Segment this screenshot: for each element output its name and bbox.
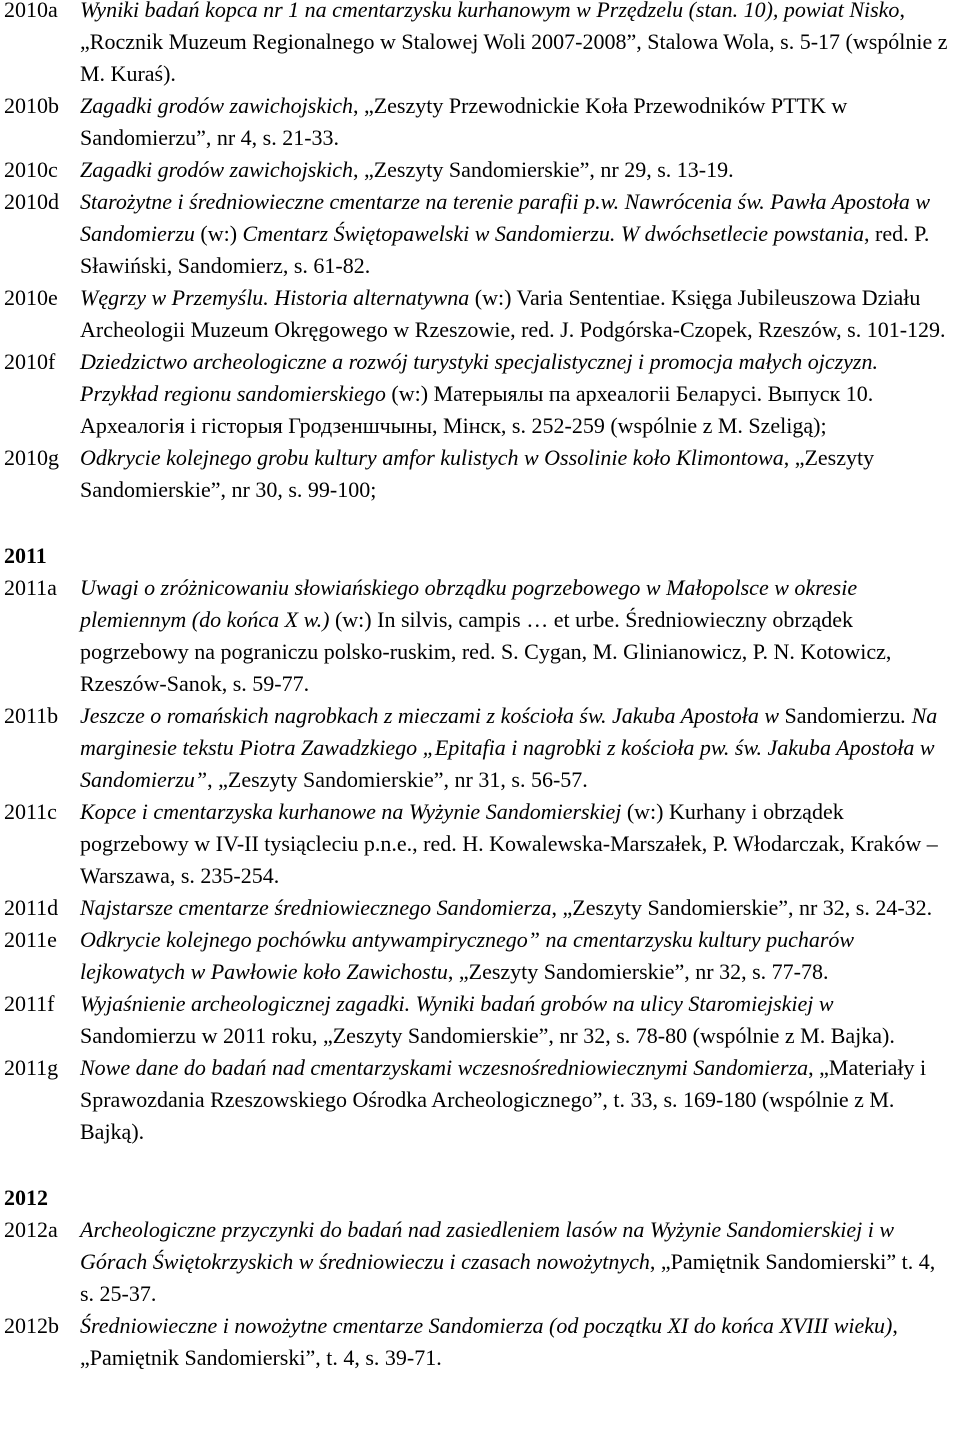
entry-title: Jeszcze o romańskich nagrobkach z mieczami z kościoła św. Jakuba Apostoła w (80, 703, 785, 728)
entry-code: 2010b (4, 93, 59, 118)
entry-citation: Sandomierzu (784, 703, 901, 728)
entry-code: 2012a (4, 1217, 58, 1242)
bibliography-entry (4, 90, 956, 154)
bibliography-entry (4, 154, 956, 186)
entry-title: Archeologiczne przyczynki do badań nad zasiedleniem lasów na Wyżynie Sandomierskiej i w Górach Świętokrzyskich w średniowieczu i czasach nowożytnych (80, 1217, 895, 1274)
entry-text (80, 892, 956, 924)
entry-text (80, 1310, 956, 1374)
entry-title: Cmentarz Świętopawelski w Sandomierzu. W dwóchsetlecie powstania (242, 221, 865, 246)
entry-text (80, 572, 956, 700)
entry-citation: , red. P. Sławiński, Sandomierz, s. 61-82. (80, 221, 930, 278)
entry-title: Węgrzy w Przemyślu. Historia alternatywna (80, 285, 470, 310)
entry-text (80, 346, 956, 442)
entry-title: Uwagi o zróżnicowaniu słowiańskiego obrządku pogrzebowego w Małopolsce w okresie plemiennym (do końca X w.) (80, 575, 858, 632)
entry-title: Kopce i cmentarzyska kurhanowe na Wyżynie Sandomierskiej (80, 799, 622, 824)
entry-text (80, 442, 956, 506)
entry-code: 2012b (4, 1313, 59, 1338)
bibliography-entry (4, 1310, 956, 1374)
entry-text (80, 0, 956, 90)
section-gap (4, 1148, 956, 1182)
entry-title: Odkrycie kolejnego pochówku antywampirycznego” na cmentarzysku kultury pucharów lejkowatych w Pawłowie koło Zawichostu (80, 927, 855, 984)
entry-text (80, 1214, 956, 1310)
entry-code: 2011g (4, 1055, 59, 1080)
section-gap (4, 506, 956, 540)
bibliography-entry (4, 442, 956, 506)
entry-title: Zagadki grodów zawichojskich (80, 93, 353, 118)
entry-text (80, 796, 956, 892)
bibliography-entry (4, 988, 956, 1052)
entry-title: Wyniki badań kopca nr 1 na cmentarzysku kurhanowym w Przędzelu (stan. 10), powiat Nisko (80, 0, 900, 22)
entry-text (80, 186, 956, 282)
entry-citation: , „Zeszyty Przewodnickie Koła Przewodników PTTK w Sandomierzu”, nr 4, s. 21-33. (80, 93, 848, 150)
entry-text (80, 700, 956, 796)
bibliography-entry (4, 892, 956, 924)
entry-text (80, 924, 956, 988)
bibliography-entry (4, 0, 956, 90)
entry-title: . Na marginesie tekstu Piotra Zawadzkiego „Epitafia i nagrobki z kościoła pw. św. Jakuba Apostoła w Sandomierzu” (80, 703, 938, 792)
bibliography-entry (4, 186, 956, 282)
entry-citation: , „Zeszyty Sandomierskie”, nr 32, s. 77-78. (447, 959, 829, 984)
bibliography-entry (4, 700, 956, 796)
entry-code: 2011b (4, 703, 59, 728)
entry-title: Starożytne i średniowieczne cmentarze na terenie parafii p.w. Nawrócenia św. Pawła Apostoła w Sandomierzu (80, 189, 930, 246)
entry-code: 2010g (4, 445, 59, 470)
bibliography-entry (4, 796, 956, 892)
entry-code: 2010d (4, 189, 59, 214)
entry-text (80, 90, 956, 154)
entry-citation: (w:) Varia Sententiae. Księga Jubileuszowa Działu Archeologii Muzeum Okręgowego w Rzeszowie, red. J. Podgórska-Czopek, Rzeszów, s. 101-129. (80, 285, 946, 342)
entry-code: 2011c (4, 799, 57, 824)
entry-citation: , „Rocznik Muzeum Regionalnego w Stalowej Woli 2007-2008”, Stalowa Wola, s. 5-17 (wspólnie z M. Kuraś). (80, 0, 948, 86)
year-heading: 2012 (4, 1185, 48, 1210)
entry-title: Nowe dane do badań nad cmentarzyskami wczesnośredniowiecznymi Sandomierza (80, 1055, 809, 1080)
entry-text (80, 154, 956, 186)
entry-code: 2010c (4, 157, 58, 182)
entry-citation: , „Pamiętnik Sandomierski”, t. 4, s. 39-71. (80, 1313, 898, 1370)
entry-citation: (w:) Матерыялы па археалогіі Беларусі. Выпуск 10. Археалогія і гісторыя Гродзеншчыны, Мінск, s. 252-259 (wspólnie z M. Szeligą); (80, 381, 874, 438)
entry-title: Wyjaśnienie archeologicznej zagadki. Wyniki badań grobów na ulicy Staromiejskiej w (80, 991, 834, 1016)
entry-citation: , „Zeszyty Sandomierskie”, nr 32, s. 24-32. (551, 895, 933, 920)
entry-code: 2011f (4, 991, 55, 1016)
entry-citation: , „Pamiętnik Sandomierski” t. 4, s. 25-37. (80, 1249, 936, 1306)
bibliography-entry (4, 924, 956, 988)
entry-citation: , „Zeszyty Sandomierskie”, nr 29, s. 13-19. (352, 157, 734, 182)
entry-citation: , „Zeszyty Sandomierskie”, nr 31, s. 56-57. (207, 767, 588, 792)
entry-code: 2010f (4, 349, 56, 374)
bibliography-entry (4, 282, 956, 346)
bibliography-page (4, 0, 956, 1374)
entry-text (80, 988, 956, 1052)
entry-title: Średniowieczne i nowożytne cmentarze Sandomierza (od początku XI do końca XVIII wieku) (80, 1313, 893, 1338)
entry-citation: Sandomierzu w 2011 roku, „Zeszyty Sandomierskie”, nr 32, s. 78-80 (wspólnie z M. Bajka). (80, 1023, 895, 1048)
entry-code: 2011d (4, 895, 59, 920)
entry-title: Dziedzictwo archeologiczne a rozwój turystyki specjalistycznej i promocja małych ojczyzn. Przykład regionu sandomierskiego (80, 349, 878, 406)
entry-code: 2010e (4, 285, 58, 310)
entry-title: Najstarsze cmentarze średniowiecznego Sandomierza (80, 895, 552, 920)
entry-title: Odkrycie kolejnego grobu kultury amfor kulistych w Ossolinie koło Klimontowa (80, 445, 784, 470)
entry-title: Zagadki grodów zawichojskich (80, 157, 353, 182)
entry-code: 2010a (4, 0, 58, 22)
entry-citation: , „Materiały i Sprawozdania Rzeszowskiego Ośrodka Archeologicznego”, t. 33, s. 169-180 (wspólnie z M. Bajką). (80, 1055, 927, 1144)
entry-code: 2011a (4, 575, 57, 600)
year-heading: 2011 (4, 543, 47, 568)
entry-code: 2011e (4, 927, 57, 952)
entry-text (80, 1052, 956, 1148)
bibliography-entry (4, 1052, 956, 1148)
entry-citation: (w:) In silvis, campis … et urbe. Średniowieczny obrządek pogrzebowy na pograniczu polsko-ruskim, red. S. Cygan, M. Glinianowicz, P. N. Kotowicz, Rzeszów-Sanok, s. 59-77. (80, 607, 892, 696)
entry-citation: , „Zeszyty Sandomierskie”, nr 30, s. 99-100; (80, 445, 875, 502)
entry-citation: (w:) Kurhany i obrządek pogrzebowy w IV-II tysiącleciu p.n.e., red. H. Kowalewska-Marszałek, P. Włodarczak, Kraków – Warszawa, s. 235-254. (80, 799, 938, 888)
bibliography-entry (4, 1214, 956, 1310)
bibliography-entry (4, 572, 956, 700)
entry-citation: (w:) (194, 221, 243, 246)
entry-text (80, 282, 956, 346)
bibliography-entry (4, 346, 956, 442)
